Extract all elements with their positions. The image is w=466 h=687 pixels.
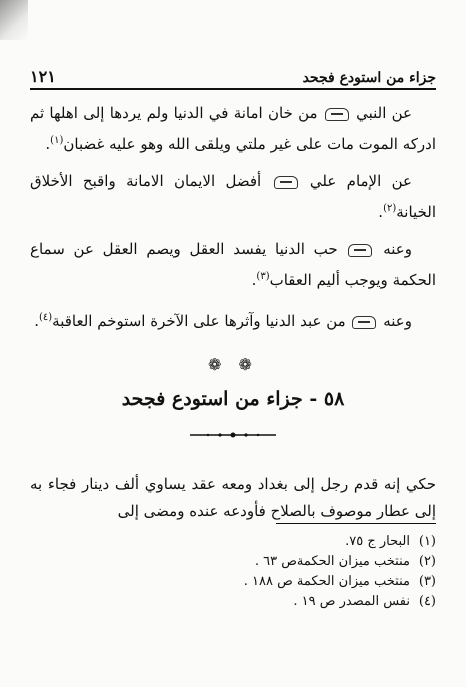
paragraph-end: . [45,135,51,153]
footnote-text: منتخب ميزان الحكمةص ٦٣ . [254,554,410,569]
section-divider-stars: ❁ ❁ [208,355,258,374]
paragraph-end: . [378,203,384,221]
page-header [30,62,436,86]
footnote-text: نفس المصدر ص ١٩ . [293,594,410,609]
footnote-item [30,572,436,592]
footnote-text: منتخب ميزان الحكمة ص ١٨٨ . [243,574,410,589]
footnote-ref: (١) [50,135,64,146]
section-title: ٥٨ - جزاء من استودع فجحد [121,388,345,410]
hadith-paragraph-3 [30,236,436,294]
paragraph-end: . [34,312,39,330]
footnote-number: (١) [418,534,436,549]
hadith-paragraph-4 [30,304,436,335]
footnote-ref: (٣) [256,271,270,282]
footnotes [30,532,436,612]
header-rule [30,88,436,90]
paragraph-end: . [251,271,257,289]
ornament-divider-icon [190,432,276,438]
footnote-rule [276,523,436,524]
paragraph-text: حب الدنيا يفسد العقل ويصم العقل عن سماع الحكمة ويوجب أليم العقاب [30,240,436,289]
footnote-item [30,532,436,552]
footnote-number: (٤) [418,594,436,609]
honorific-glyph-icon [348,244,372,257]
paragraph-lead: وعنه [383,312,412,330]
paragraph-lead: وعنه [383,240,412,258]
footnote-ref: (٤) [38,312,53,323]
honorific-glyph-icon [325,108,349,121]
footnote-item [30,592,436,612]
paragraph-lead: عن النبي [356,104,412,122]
hadith-paragraph-2 [30,168,436,226]
footnote-text: البحار ج ٧٥. [345,534,410,549]
paragraph-text: من خان امانة في الدنيا ولم يردها إلى اهلها ثم ادركه الموت مات على غير ملتي ويلقى الله وهو عليه غضبان [30,104,436,153]
footnote-item [30,552,436,572]
honorific-glyph-icon [352,316,376,329]
running-title: جزاء من استودع فجحد [302,70,436,86]
scan-edge-smudge [0,0,28,40]
honorific-glyph-icon [274,176,298,189]
paragraph-text: أفضل الايمان الامانة واقبح الأخلاق الخيانة [30,172,436,221]
hadith-paragraph-1 [30,100,436,158]
footnote-ref: (٢) [383,203,397,214]
footnote-number: (٢) [418,554,436,569]
paragraph-text: من عبد الدنيا وآثرها على الآخرة استوخم العاقبة [52,312,346,330]
footnote-number: (٣) [418,574,436,589]
story-text: حكي إنه قدم رجل إلى بغداد ومعه عقد يساوي ألف دينار فجاء به إلى عطار موصوف بالصلاح فأودعه عنده ومضى إلى [30,475,436,520]
paragraph-lead: عن الإمام علي [309,172,412,190]
page-number: ١٢١ [30,67,56,86]
hadith-body [30,100,436,345]
